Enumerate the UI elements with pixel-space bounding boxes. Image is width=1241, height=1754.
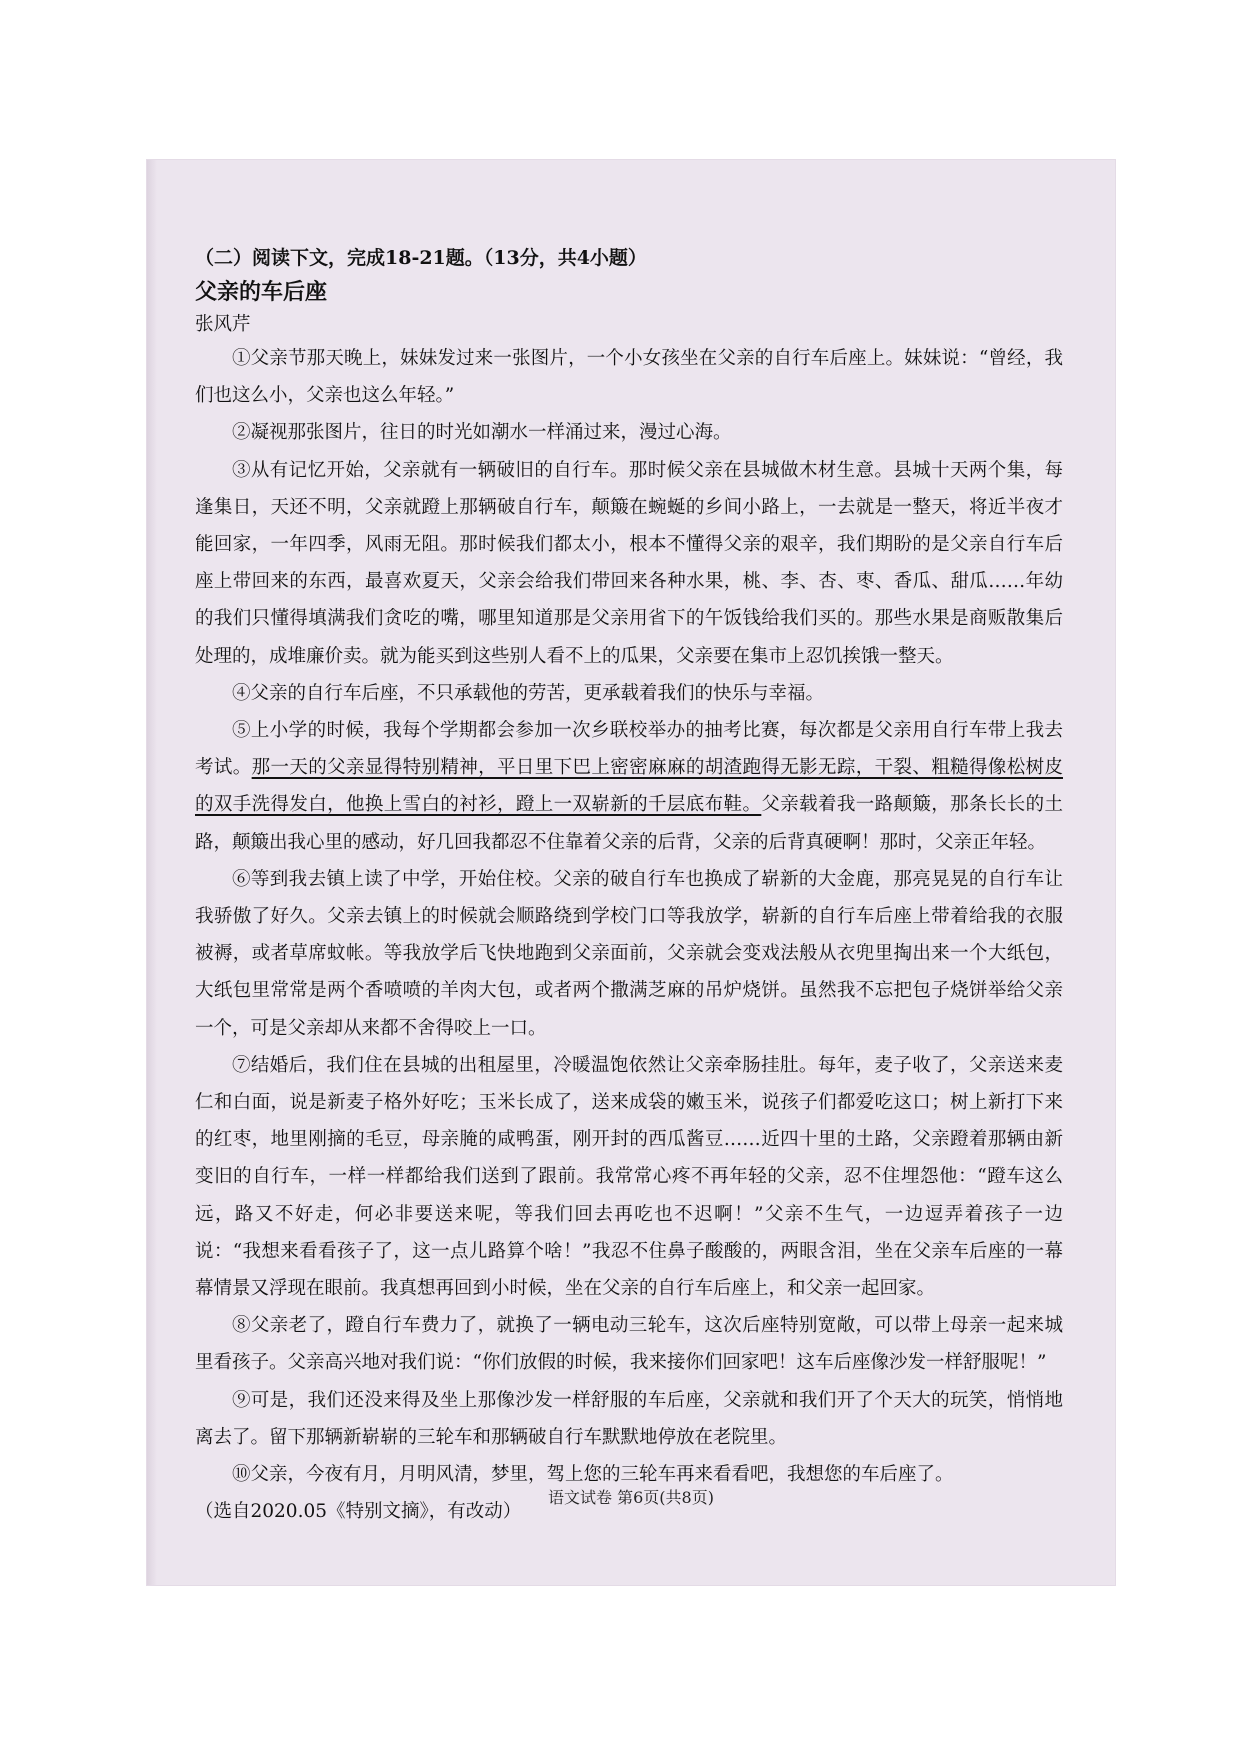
paragraph-2: ②凝视那张图片，往日的时光如潮水一样涌过来，漫过心海。 [232, 422, 732, 444]
paragraph-8: ⑧父亲老了，蹬自行车费力了，就换了一辆电动三轮车，这次后座特别宽敞，可以带上母亲一起来城里看孩子。父亲高兴地对我们说：“你们放假的时候，我来接你们回家吧！这车后座像沙发一样舒服呢！” [195, 1315, 1063, 1374]
scanned-page [147, 160, 1115, 1585]
scan-shadow [147, 160, 157, 1585]
page-content [195, 240, 1063, 1531]
underlined-passage: 那一天的父亲显得特别精神，平日里下巴上密密麻麻的胡渣跑得无影无踪，干裂、粗糙得像松树皮的双手洗得发白，他换上雪白的衬衫，蹬上一双崭新的千层底布鞋。 [195, 757, 1063, 816]
paragraph-1: ①父亲节那天晚上，妹妹发过来一张图片，一个小女孩坐在父亲的自行车后座上。妹妹说：“曾经，我们也这么小，父亲也这么年轻。” [195, 348, 1063, 407]
paragraph-5-start: ⑤上小学的时候，我每个学期都会参加一次乡联校举办的抽考比赛，每次都是父亲用自行车带上我去考试。 [195, 720, 1063, 779]
paragraph-5 [195, 712, 1063, 861]
paragraph-10: ⑩父亲，今夜有月，月明风清，梦里，驾上您的三轮车再来看看吧，我想您的车后座了。 [232, 1464, 954, 1486]
article-title: 父亲的车后座 [195, 280, 328, 305]
paragraph-4: ④父亲的自行车后座，不只承载他的劳苦，更承载着我们的快乐与幸福。 [232, 682, 825, 704]
paragraph-3: ③从有记忆开始，父亲就有一辆破旧的自行车。那时候父亲在县城做木材生意。县城十天两个集，每逢集日，天还不明，父亲就蹬上那辆破自行车，颠簸在蜿蜒的乡间小路上，一去就是一整天，将近半夜才能回家，一年四季，风雨无阻。那时候我们都太小，根本不懂得父亲的艰辛，我们期盼的是父亲自行车后座上带回来的东西，最喜欢夏天，父亲会给我们带回来各种水果，桃、李、杏、枣、香瓜、甜瓜……年幼的我们只懂得填满我们贪吃的嘴，哪里知道那是父亲用省下的午饭钱给我们买的。那些水果是商贩散集后处理的，成堆廉价卖。就为能买到这些别人看不上的瓜果，父亲要在集市上忍饥挨饿一整天。 [195, 459, 1063, 667]
paragraph-5-end: 父亲载着我一路颠簸，那条长长的土路，颠簸出我心里的感动，好几回我都忍不住靠着父亲的后背，父亲的后背真硬啊！那时，父亲正年轻。 [195, 794, 1063, 853]
paragraph-6: ⑥等到我去镇上读了中学，开始住校。父亲的破自行车也换成了崭新的大金鹿，那亮晃晃的自行车让我骄傲了好久。父亲去镇上的时候就会顺路绕到学校门口等我放学，崭新的自行车后座上带着给我的衣服被褥，或者草席蚊帐。等我放学后飞快地跑到父亲面前，父亲就会变戏法般从衣兜里掏出来一个大纸包，大纸包里常常是两个香喷喷的羊肉大包，或者两个撒满芝麻的吊炉烧饼。虽然我不忘把包子烧饼举给父亲一个，可是父亲却从来都不舍得咬上一口。 [195, 868, 1063, 1039]
source-citation: （选自2020.05《特别文摘》，有改动） [195, 1501, 522, 1523]
page-footer: 语文试卷 第6页(共8页) [548, 1488, 714, 1507]
paragraph-7: ⑦结婚后，我们住在县城的出租屋里，冷暖温饱依然让父亲牵肠挂肚。每年，麦子收了，父亲送来麦仁和白面，说是新麦子格外好吃；玉米长成了，送来成袋的嫩玉米，说孩子们都爱吃这口；树上新打下来的红枣，地里刚摘的毛豆，母亲腌的咸鸭蛋，刚开封的西瓜酱豆……近四十里的土路，父亲蹬着那辆由新变旧的自行车，一样一样都给我们送到了跟前。我常常心疼不再年轻的父亲，忍不住埋怨他：“蹬车这么远，路又不好走，何必非要送来呢，等我们回去再吃也不迟啊！”父亲不生气，一边逗弄着孩子一边说：“我想来看看孩子了，这一点儿路算个啥！”我忍不住鼻子酸酸的，两眼含泪，坐在父亲车后座的一幕幕情景又浮现在眼前。我真想再回到小时候，坐在父亲的自行车后座上，和父亲一起回家。 [195, 1054, 1063, 1300]
section-heading: （二）阅读下文，完成18-21题。（13分，共4小题） [195, 247, 647, 269]
article-author: 张风芹 [195, 314, 251, 335]
paragraph-9: ⑨可是，我们还没来得及坐上那像沙发一样舒服的车后座，父亲就和我们开了个天大的玩笑，悄悄地离去了。留下那辆新崭崭的三轮车和那辆破自行车默默地停放在老院里。 [195, 1389, 1063, 1448]
